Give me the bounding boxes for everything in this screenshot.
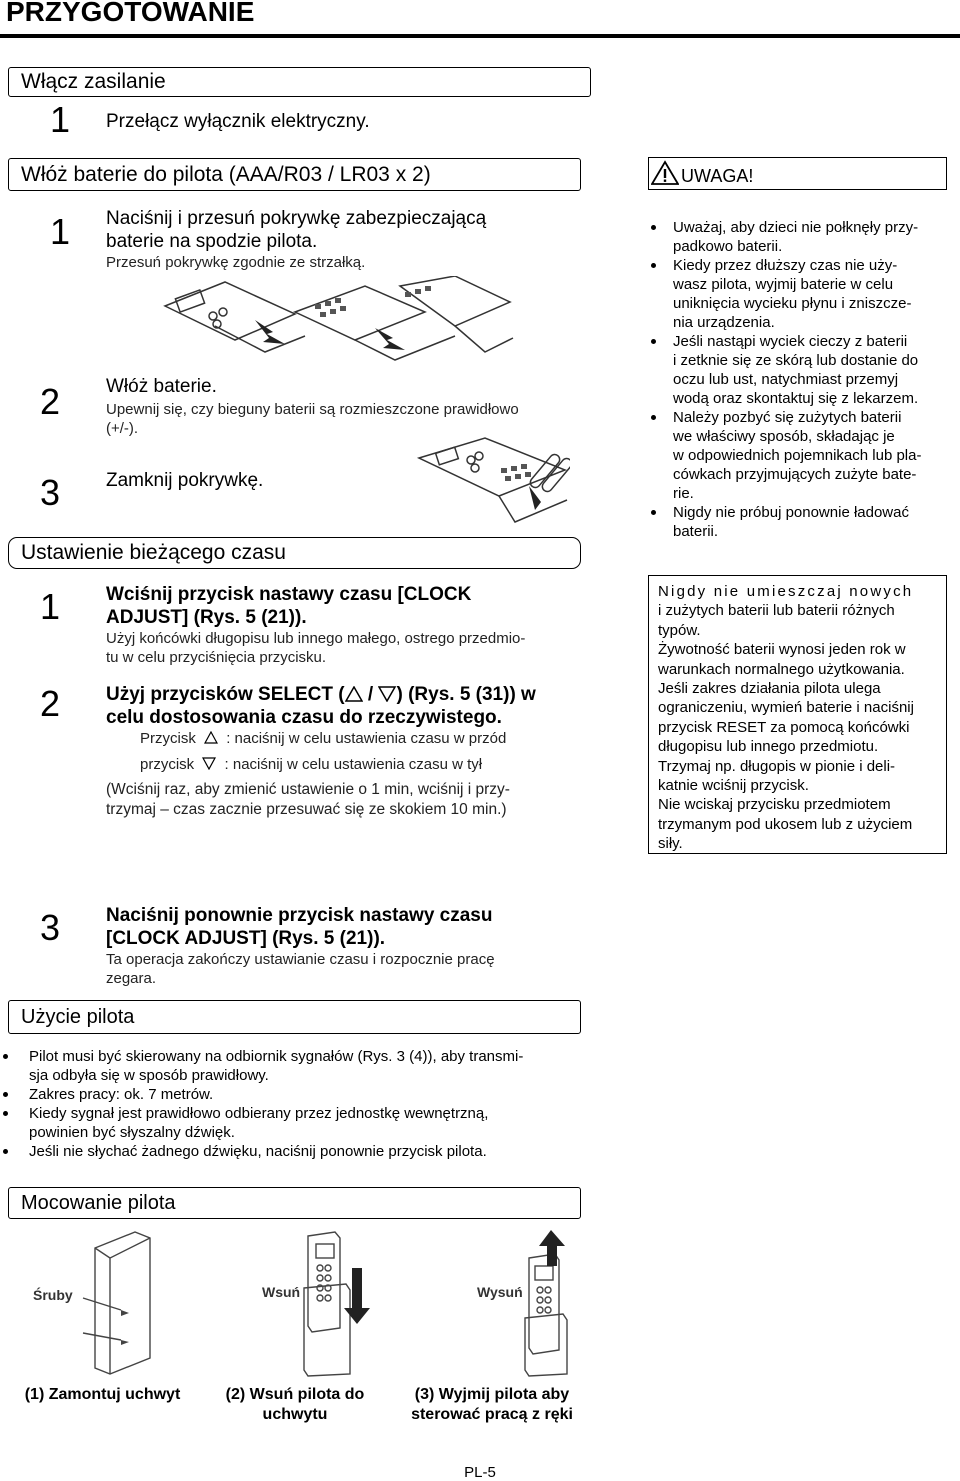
clock-step-2-line2: celu dostosowania czasu do rzeczywistego. xyxy=(106,707,502,728)
clock-step-3-note-line1: Ta operacja zakończy ustawianie czasu i rozpocznie pracę xyxy=(106,951,495,968)
warning-item: Nigdy nie próbuj ponownie ładować baterii. xyxy=(648,503,948,541)
clock-step-2-hint-line2: trzymaj – czas zacznie przesuwać się ze skokiem 10 min.) xyxy=(106,801,507,818)
battery-step-1-note: Przesuń pokrywkę zgodnie ze strzałką. xyxy=(106,254,366,271)
battery-step-1-line2: baterie na spodzie pilota. xyxy=(106,231,318,252)
usage-list xyxy=(0,1047,582,1161)
info-line: długopisu lub innego przedmiotu. xyxy=(658,738,879,756)
triangle-down-icon xyxy=(202,757,216,770)
info-line: Jeśli zakres działania pilota ulega xyxy=(658,680,881,698)
up-button-hint xyxy=(140,729,506,748)
warning-header-box xyxy=(648,157,947,190)
battery-step-3-text: Zamknij pokrywkę. xyxy=(106,470,264,491)
battery-step-1-number: 1 xyxy=(50,211,71,252)
info-line: katnie wciśnij przycisk. xyxy=(658,777,809,795)
warning-item: Uważaj, aby dzieci nie połknęły przy- padkowo baterii. xyxy=(648,218,948,256)
holder-remove-illustration xyxy=(515,1228,585,1378)
warning-triangle-icon xyxy=(651,160,679,186)
usage-item: Jeśli nie słychać żadnego dźwięku, naciśnij ponownie przycisk pilota. xyxy=(0,1142,582,1161)
clock-step-3-note xyxy=(106,950,580,988)
info-line: siły. xyxy=(658,835,683,853)
clock-step-2-hint xyxy=(106,780,580,820)
info-line: Trzymaj np. długopis w pionie i deli- xyxy=(658,757,896,775)
warning-list xyxy=(648,218,948,541)
section-usage-header xyxy=(8,1000,581,1034)
page-number: PL-5 xyxy=(464,1464,496,1481)
clock-step-1-text xyxy=(106,583,471,629)
warning-item: Należy pozbyć się zużytych baterii we właściwy sposób, składając je w odpowiednich pojemnikach lub pla- cówkach przyjmujących zużyte bate- rie. xyxy=(648,408,948,503)
clock-step-2-slash: / xyxy=(367,684,374,705)
clock-step-2-line1-start: Użyj przycisków SELECT ( xyxy=(106,684,345,705)
usage-item: Kiedy sygnał jest prawidłowo odbierany przez jednostkę wewnętrzną, powinien być słyszalny dźwięk. xyxy=(0,1104,582,1142)
clock-step-2-text xyxy=(106,683,536,729)
down-hint-prefix: przycisk xyxy=(140,756,195,773)
info-line: ograniczeniu, wymień baterie i naciśnij xyxy=(658,699,914,717)
info-line: trzymanym pod ukosem lub z użyciem xyxy=(658,815,913,833)
battery-info-box xyxy=(648,575,947,854)
clock-step-3-text xyxy=(106,904,492,950)
clock-step-1-line1: Wciśnij przycisk nastawy czasu [CLOCK xyxy=(106,584,472,605)
section-mounting-header xyxy=(8,1187,581,1219)
info-line: przycisk RESET za pomocą końcówki xyxy=(658,718,910,736)
clock-step-1-line2: ADJUST] (Rys. 5 (21)). xyxy=(106,607,307,628)
clock-step-3-note-line2: zegara. xyxy=(106,970,157,987)
battery-step-3-number: 3 xyxy=(40,472,61,513)
battery-step-2-note-line1: Upewnij się, czy bieguny baterii są rozmieszczone prawidłowo xyxy=(106,401,519,418)
battery-step-1-line1: Naciśnij i przesuń pokrywkę zabezpieczającą xyxy=(106,208,487,229)
usage-item: Pilot musi być skierowany na odbiornik sygnałów (Rys. 3 (4)), aby transmi- sja odbyła się w sposób prawidłowy. xyxy=(0,1047,582,1085)
info-line: Żywotność baterii wynosi jeden rok w xyxy=(658,641,906,659)
battery-cover-illustration xyxy=(155,276,515,380)
triangle-down-icon xyxy=(378,686,396,702)
clock-step-1-note xyxy=(106,629,580,667)
battery-step-1-text xyxy=(106,207,486,253)
up-hint-prefix: Przycisk xyxy=(140,730,196,747)
label-remove: Wysuń xyxy=(477,1284,523,1300)
section-clock-header xyxy=(8,537,581,569)
info-line: i zużytych baterii lub baterii różnych xyxy=(658,602,895,620)
clock-step-1-number: 1 xyxy=(40,586,61,627)
battery-step-2-text: Włóż baterie. xyxy=(106,376,217,397)
info-line: Nie wciskaj przycisku przedmiotem xyxy=(658,796,891,814)
section-clock-title: Ustawienie bieżącego czasu xyxy=(21,541,286,564)
holder-insert-illustration xyxy=(280,1228,410,1378)
up-hint-text: : naciśnij w celu ustawienia czasu w przód xyxy=(226,730,507,747)
caption-remove-remote: (3) Wyjmij pilota aby sterować pracą z ręki xyxy=(411,1386,573,1423)
power-step-1-number: 1 xyxy=(50,99,71,140)
holder-screws-illustration xyxy=(25,1228,175,1378)
section-usage-title: Użycie pilota xyxy=(21,1006,135,1028)
clock-step-2-line1-end: ) (Rys. 5 (31)) w xyxy=(396,684,536,705)
battery-step-2-note-line2: (+/-). xyxy=(106,420,139,437)
clock-step-3-line1: Naciśnij ponownie przycisk nastawy czasu xyxy=(106,905,493,926)
battery-insert-illustration xyxy=(415,436,570,528)
warning-item: Jeśli nastąpi wyciek cieczy z baterii i zetknie się ze skórą lub dostanie do oczu lub ust, natychmiast przemyj wodą oraz skontaktuj się z lekarzem. xyxy=(648,332,948,408)
section-mounting-title: Mocowanie pilota xyxy=(21,1192,176,1214)
triangle-up-icon xyxy=(345,686,363,702)
battery-step-2-number: 2 xyxy=(40,381,61,422)
warning-title: UWAGA! xyxy=(681,166,754,186)
clock-step-3-line2: [CLOCK ADJUST] (Rys. 5 (21)). xyxy=(106,928,386,949)
clock-step-1-note-line2: tu w celu przyciśnięcia przycisku. xyxy=(106,649,327,666)
caption-mount-holder: (1) Zamontuj uchwyt xyxy=(24,1386,181,1403)
info-line: typów. xyxy=(658,621,701,639)
down-button-hint xyxy=(140,755,482,774)
label-insert: Wsuń xyxy=(262,1284,301,1300)
clock-step-1-note-line1: Użyj końcówki długopisu lub innego małego, ostrego przedmio- xyxy=(106,630,526,647)
section-power-header xyxy=(8,67,591,97)
clock-step-2-hint-line1: (Wciśnij raz, aby zmienić ustawienie o 1 min, wciśnij i przy- xyxy=(106,781,510,798)
usage-item: Zakres pracy: ok. 7 metrów. xyxy=(0,1085,582,1104)
section-batteries-title: Włóż baterie do pilota (AAA/R03 / LR03 x 2) xyxy=(21,163,431,186)
triangle-up-icon xyxy=(204,731,218,744)
power-step-1-text: Przełącz wyłącznik elektryczny. xyxy=(106,111,370,132)
label-screws: Śruby xyxy=(33,1287,73,1303)
info-line: warunkach normalnego użytkowania. xyxy=(658,660,905,678)
info-line: Nigdy nie umieszczaj nowych xyxy=(658,583,914,600)
section-power-title: Włącz zasilanie xyxy=(21,70,166,93)
clock-step-2-number: 2 xyxy=(40,683,61,724)
title-rule xyxy=(0,34,960,38)
section-batteries-header xyxy=(8,158,581,191)
page-title: PRZYGOTOWANIE xyxy=(6,0,255,27)
clock-step-3-number: 3 xyxy=(40,907,61,948)
battery-step-2-note xyxy=(106,400,519,438)
caption-insert-remote: (2) Wsuń pilota do uchwytu xyxy=(225,1386,365,1423)
warning-item: Kiedy przez dłuższy czas nie uży- wasz pilota, wyjmij baterie w celu uniknięcia wycieku płynu i zniszcze- nia urządzenia. xyxy=(648,256,948,332)
down-hint-text: : naciśnij w celu ustawienia czasu w tył xyxy=(224,756,483,773)
